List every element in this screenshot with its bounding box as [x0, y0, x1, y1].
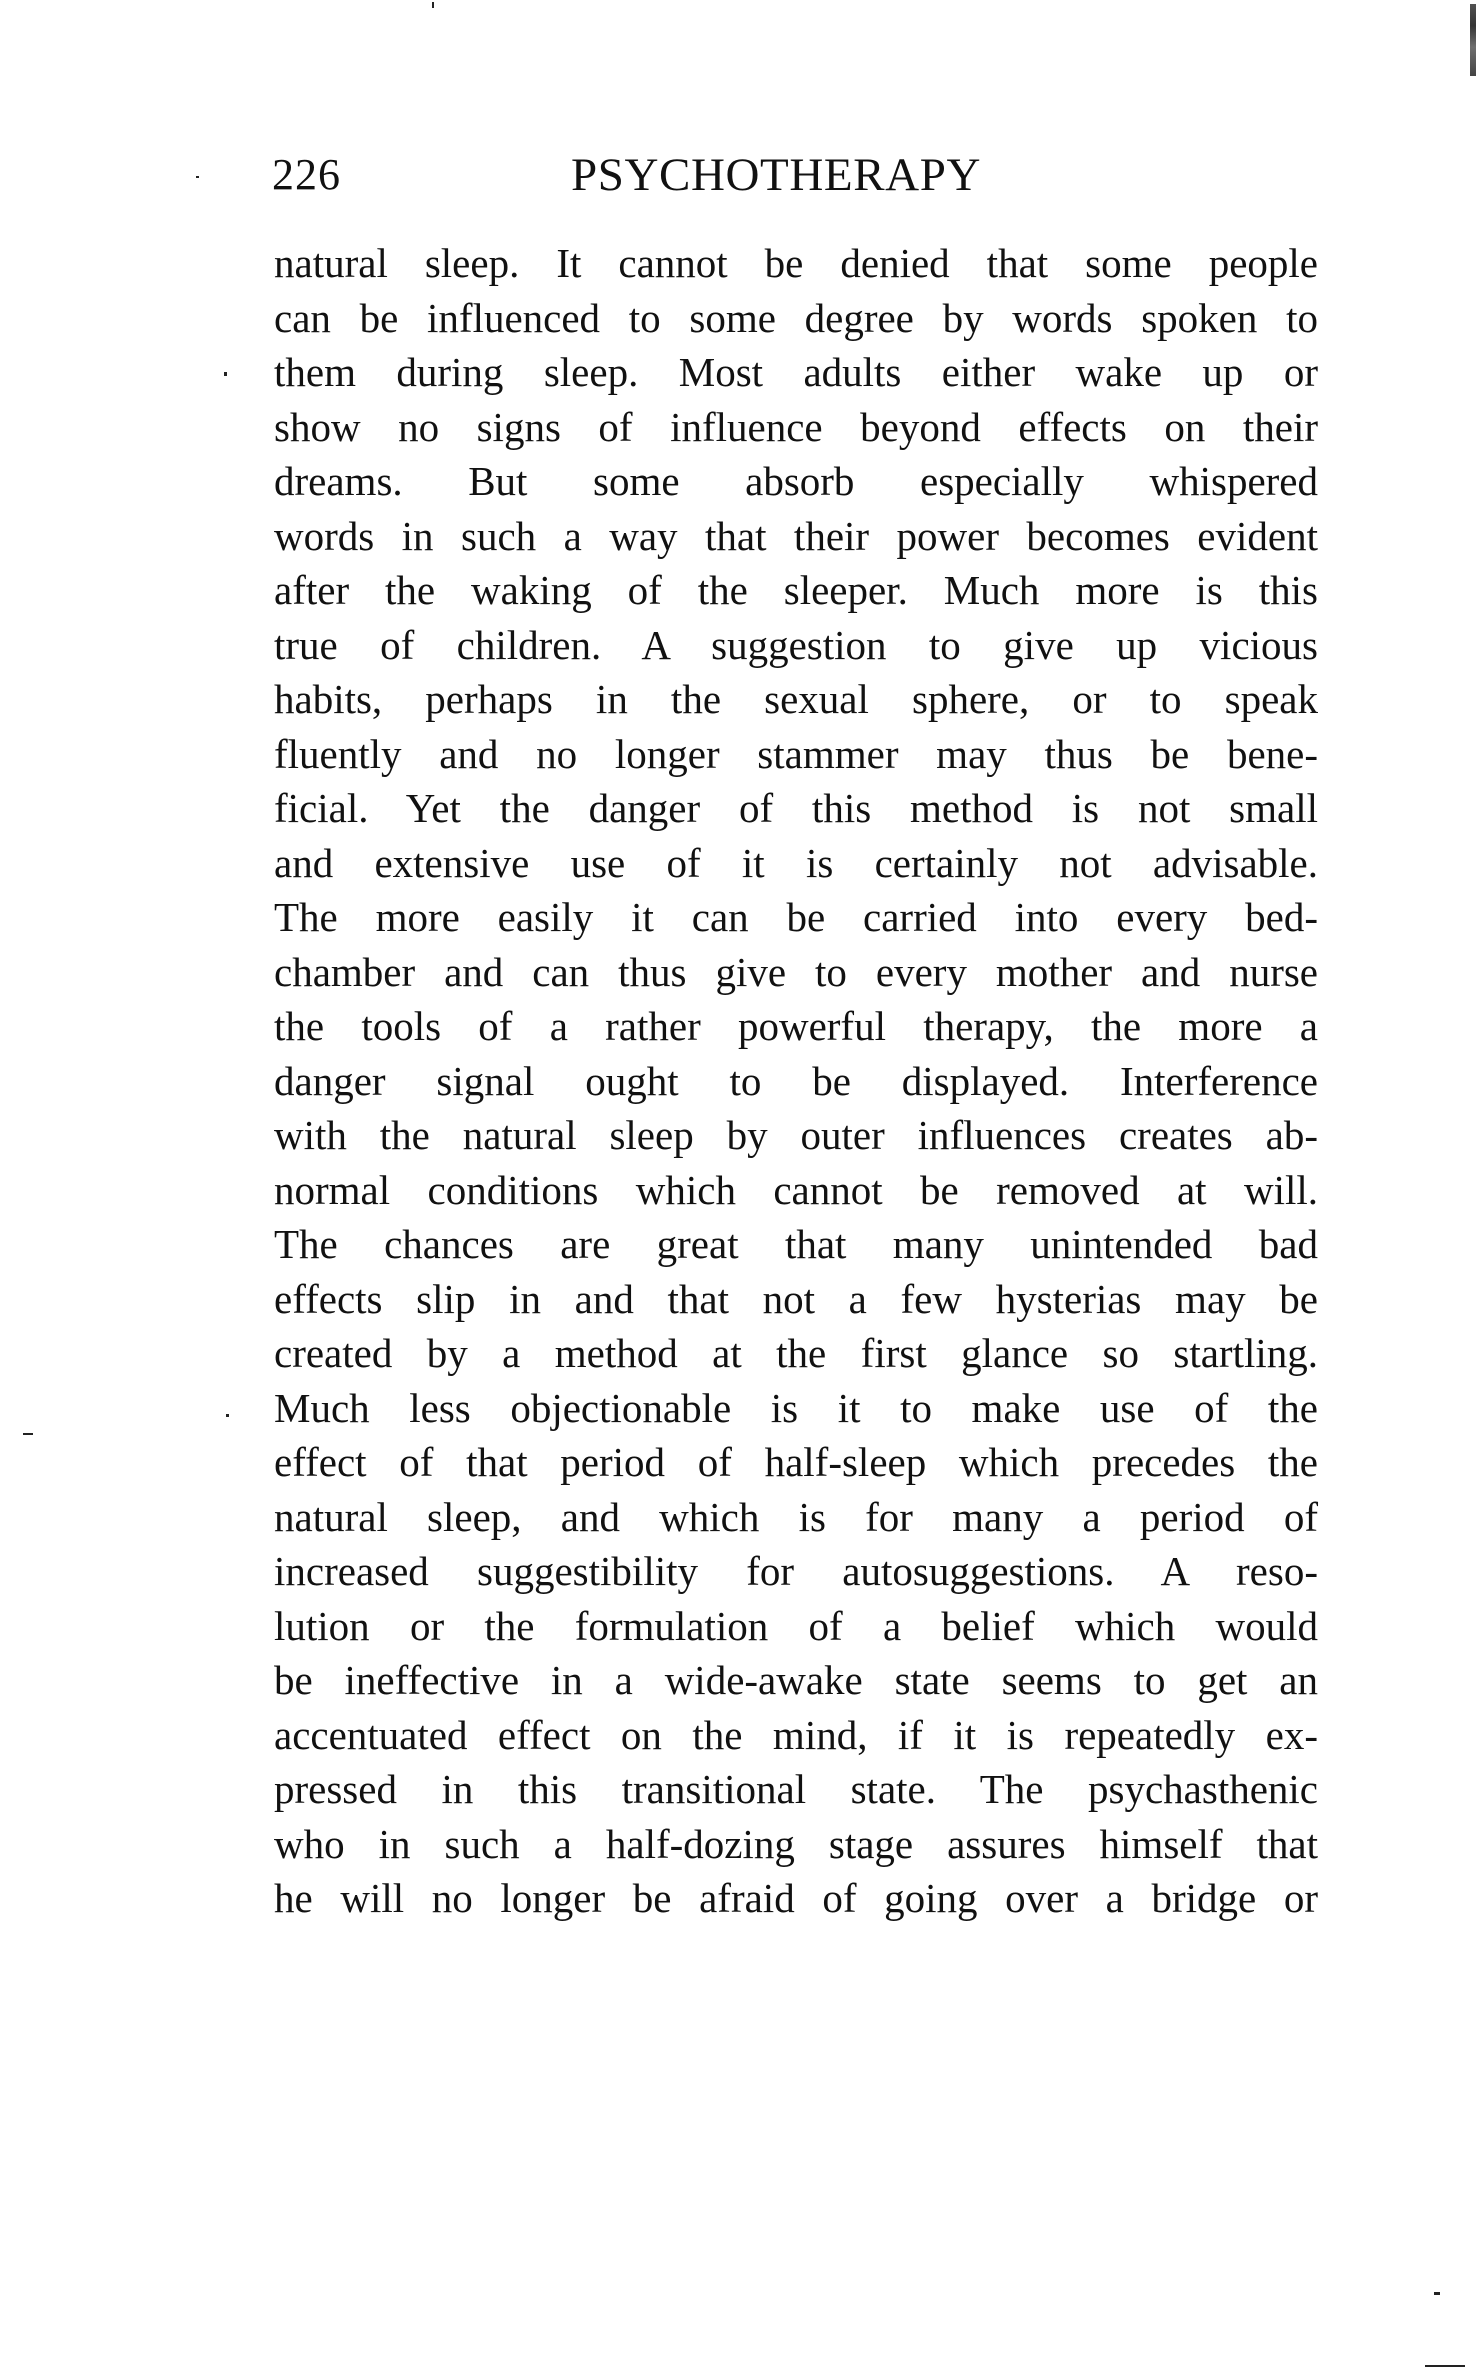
text-line: and extensive use of it is certainly not advisable. [274, 839, 1318, 886]
scan-speck [196, 176, 199, 178]
running-title: PSYCHOTHERAPY [571, 149, 981, 201]
text-line: habits, perhaps in the sexual sphere, or to speak [274, 676, 1318, 722]
text-line: danger signal ought to be displayed. Interference [274, 1057, 1318, 1104]
scan-speck [226, 1414, 229, 1417]
text-line: true of children. A suggestion to give up vicious [274, 621, 1318, 668]
body-text [274, 236, 1318, 1926]
text-line: effects slip in and that not a few hysterias may be [274, 1275, 1318, 1322]
scan-edge-artifact [1470, 4, 1476, 76]
text-line: The chances are great that many unintended bad [274, 1221, 1318, 1267]
text-line: words in such a way that their power becomes evident [274, 512, 1318, 559]
text-line: normal conditions which cannot be removed at will. [274, 1166, 1318, 1213]
text-line: them during sleep. Most adults either wake up or [274, 349, 1318, 395]
text-line: Much less objectionable is it to make use of the [274, 1384, 1318, 1431]
text-line: dreams. But some absorb especially whispered [274, 458, 1318, 504]
text-line: after the waking of the sleeper. Much more is this [274, 567, 1318, 613]
page-number: 226 [272, 150, 341, 199]
text-line: pressed in this transitional state. The psychasthenic [274, 1766, 1318, 1812]
text-line: can be influenced to some degree by words spoken to [274, 294, 1318, 341]
scan-speck [1425, 2365, 1465, 2367]
text-line: fluently and no longer stammer may thus be bene- [274, 730, 1318, 777]
text-line: ficial. Yet the danger of this method is not small [274, 785, 1318, 831]
text-line: chamber and can thus give to every mother and nurse [274, 948, 1318, 995]
text-line: effect of that period of half-sleep which precedes the [274, 1439, 1318, 1485]
text-line: show no signs of influence beyond effects on their [274, 403, 1318, 450]
text-line: with the natural sleep by outer influences creates ab- [274, 1112, 1318, 1158]
scan-speck [432, 2, 434, 8]
scan-speck [23, 1433, 33, 1435]
text-line: the tools of a rather powerful therapy, the more a [274, 1003, 1318, 1049]
text-line: natural sleep. It cannot be denied that some people [274, 240, 1318, 286]
text-line: increased suggestibility for autosuggestions. A reso- [274, 1548, 1318, 1594]
text-line: lution or the formulation of a belief which would [274, 1602, 1318, 1649]
text-line: natural sleep, and which is for many a period of [274, 1493, 1318, 1540]
text-line: accentuated effect on the mind, if it is repeatedly ex- [274, 1711, 1318, 1758]
scan-speck [1434, 2292, 1440, 2295]
text-line: who in such a half-dozing stage assures himself that [274, 1820, 1318, 1867]
scan-speck [224, 372, 227, 376]
running-head [270, 150, 1320, 200]
text-line: be ineffective in a wide-awake state seems to get an [274, 1657, 1318, 1703]
text-line: The more easily it can be carried into every bed- [274, 894, 1318, 940]
text-line: he will no longer be afraid of going over a bridge or [274, 1875, 1318, 1921]
text-line: created by a method at the first glance so startling. [274, 1330, 1318, 1376]
